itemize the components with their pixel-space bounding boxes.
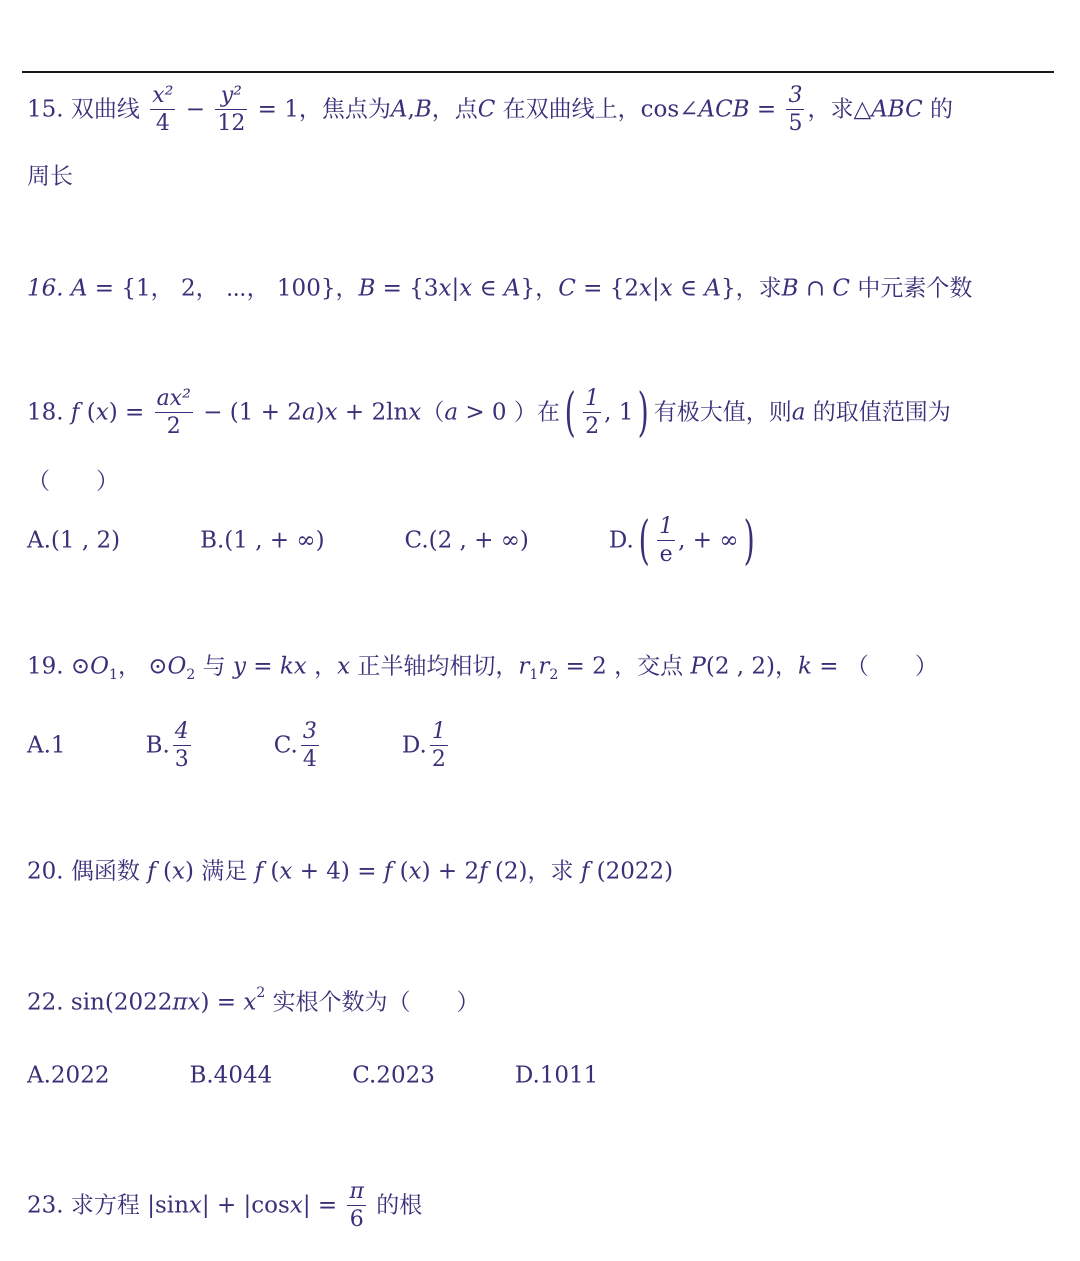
math-variable: a bbox=[301, 399, 316, 426]
top-rule bbox=[22, 71, 1054, 73]
text-run: + 2ln bbox=[337, 399, 409, 426]
problem-22-options bbox=[27, 1064, 598, 1088]
numerator: y² bbox=[215, 84, 247, 110]
math-variable: x bbox=[659, 275, 673, 302]
math-variable: A bbox=[390, 96, 408, 123]
text-run: ) = bbox=[200, 989, 244, 1016]
text-run: + 4) = bbox=[292, 858, 384, 885]
text-run: ， ⊙ bbox=[117, 653, 168, 680]
math-variable: kx bbox=[279, 653, 307, 680]
math-variable: x bbox=[638, 275, 652, 302]
math-variable: x bbox=[188, 1192, 202, 1219]
fraction bbox=[150, 84, 175, 136]
math-variable: x bbox=[172, 858, 185, 885]
math-variable: x bbox=[459, 275, 473, 302]
math-variable: πx bbox=[172, 989, 201, 1016]
math-variable: B bbox=[358, 275, 376, 302]
text-run: | bbox=[651, 275, 660, 302]
text-run: 23. 求方程 |sin bbox=[27, 1192, 189, 1219]
numerator: 1 bbox=[430, 720, 448, 746]
large-bracket: ) bbox=[638, 382, 650, 443]
denominator: 12 bbox=[217, 111, 246, 137]
superscript: 2 bbox=[256, 985, 266, 1001]
math-variable: A bbox=[704, 275, 721, 302]
fraction bbox=[301, 720, 319, 772]
large-bracket: ) bbox=[743, 510, 755, 571]
text-run: (2)，求 bbox=[487, 858, 581, 885]
math-variable: k bbox=[798, 653, 812, 680]
text-run: ，点 bbox=[431, 96, 478, 123]
text-run: }，求 bbox=[720, 275, 782, 302]
text-run: ∩ bbox=[798, 275, 833, 302]
text-run: = 1，焦点为 bbox=[250, 96, 391, 123]
text-run: 周长 bbox=[27, 163, 73, 190]
text-run: , 1 bbox=[604, 399, 634, 426]
text-run: ∈ bbox=[672, 275, 705, 302]
math-variable: C bbox=[832, 275, 851, 302]
text-run: = {2 bbox=[575, 275, 639, 302]
denominator: 3 bbox=[174, 747, 189, 773]
text-run: > 0 ）在 bbox=[458, 399, 560, 426]
text-run: ) = bbox=[108, 399, 152, 426]
text-run: C. bbox=[273, 732, 298, 759]
text-run: ( bbox=[79, 399, 96, 426]
problem-18-blank bbox=[27, 470, 119, 494]
text-run: = bbox=[245, 653, 280, 680]
text-run: 实根个数为（ ） bbox=[265, 989, 480, 1016]
problem-20 bbox=[27, 860, 673, 884]
numerator: 3 bbox=[786, 84, 804, 110]
math-variable: a bbox=[791, 399, 806, 426]
subscript: 1 bbox=[109, 667, 118, 683]
text-run: B.(1 , + ∞) bbox=[200, 527, 325, 554]
math-variable: O bbox=[167, 653, 187, 680]
text-run: | + |cos bbox=[201, 1192, 290, 1219]
text-run: (2022) bbox=[589, 858, 674, 885]
fraction bbox=[583, 387, 601, 439]
math-variable: f bbox=[383, 858, 393, 885]
problem-23 bbox=[27, 1180, 422, 1232]
text-run: − bbox=[178, 96, 213, 123]
denominator: 4 bbox=[302, 747, 317, 773]
text-run: = （ ） bbox=[811, 653, 938, 680]
math-variable: x bbox=[324, 399, 338, 426]
subscript: 2 bbox=[186, 667, 196, 683]
text-run: D.1011 bbox=[514, 1062, 599, 1089]
math-variable: y bbox=[232, 653, 246, 680]
text-run: , + ∞ bbox=[678, 527, 739, 554]
fraction bbox=[155, 387, 193, 439]
math-variable: f bbox=[254, 858, 264, 885]
math-variable: 16. A bbox=[27, 275, 88, 302]
math-variable: x bbox=[95, 399, 109, 426]
text-run: D. bbox=[401, 732, 427, 759]
denominator: 5 bbox=[788, 111, 803, 137]
denominator: 4 bbox=[155, 111, 170, 137]
text-run: ( bbox=[263, 858, 280, 885]
text-run: | = bbox=[302, 1192, 345, 1219]
text-run: ∈ bbox=[472, 275, 504, 302]
math-variable: x bbox=[438, 275, 452, 302]
denominator: 2 bbox=[585, 414, 600, 440]
text-run: ) 满足 bbox=[185, 858, 255, 885]
text-run: D. bbox=[608, 527, 634, 554]
text-run: 的 bbox=[922, 96, 954, 123]
problem-15-line-2 bbox=[27, 165, 73, 189]
math-variable: x bbox=[279, 858, 293, 885]
fraction bbox=[173, 720, 191, 772]
text-run: 15. 双曲线 bbox=[27, 96, 148, 123]
text-run: B. bbox=[145, 732, 170, 759]
math-variable: f bbox=[580, 858, 590, 885]
fraction bbox=[347, 1180, 365, 1232]
problem-19-options bbox=[27, 720, 451, 772]
text-run: 的根 bbox=[368, 1192, 423, 1219]
numerator: 1 bbox=[657, 515, 675, 541]
text-run: 18. bbox=[27, 399, 71, 426]
denominator: e bbox=[659, 542, 673, 568]
fraction bbox=[657, 515, 675, 567]
numerator: ax² bbox=[155, 387, 193, 413]
large-bracket: ( bbox=[564, 382, 576, 443]
text-run: 19. ⊙ bbox=[27, 653, 91, 680]
math-variable: f bbox=[479, 858, 488, 885]
math-variable: C bbox=[558, 275, 576, 302]
math-variable: x bbox=[289, 1192, 303, 1219]
text-run: ( bbox=[155, 858, 173, 885]
text-run: 与 bbox=[195, 653, 233, 680]
text-run: C.(2 , + ∞) bbox=[404, 527, 529, 554]
text-run: ，求△ bbox=[807, 96, 872, 123]
text-run: B.4044 bbox=[189, 1062, 273, 1089]
text-run: ) bbox=[315, 399, 325, 426]
math-variable: x bbox=[408, 399, 422, 426]
text-run: C.2023 bbox=[352, 1062, 435, 1089]
text-run: = bbox=[749, 96, 784, 123]
text-run: (2 , 2)， bbox=[705, 653, 799, 680]
problem-19 bbox=[27, 655, 938, 682]
numerator: 4 bbox=[173, 720, 191, 746]
text-run: A.1 bbox=[27, 732, 66, 759]
math-variable: x bbox=[408, 858, 422, 885]
math-variable: f bbox=[70, 399, 80, 426]
text-run: ) + 2 bbox=[421, 858, 480, 885]
math-variable: x bbox=[243, 989, 257, 1016]
fraction bbox=[786, 84, 804, 136]
text-run: | bbox=[451, 275, 460, 302]
text-run: }， bbox=[520, 275, 559, 302]
problem-16 bbox=[27, 277, 972, 301]
text-run: 20. 偶函数 bbox=[27, 858, 148, 885]
math-variable: x bbox=[337, 653, 351, 680]
problem-22 bbox=[27, 986, 480, 1015]
text-run: = {1， 2， ⋯， 100}， bbox=[87, 275, 359, 302]
math-variable: f bbox=[147, 858, 156, 885]
numerator: 1 bbox=[583, 387, 601, 413]
math-variable: B bbox=[781, 275, 799, 302]
problem-15-line-1 bbox=[27, 84, 953, 136]
numerator: x² bbox=[150, 84, 175, 110]
text-run: 中元素个数 bbox=[850, 275, 973, 302]
text-run: （ ） bbox=[27, 468, 119, 495]
numerator: π bbox=[347, 1180, 365, 1206]
text-run: （ bbox=[421, 399, 445, 426]
text-run: , bbox=[407, 96, 415, 123]
math-variable: B bbox=[414, 96, 432, 123]
text-run: 22. sin(2022 bbox=[27, 989, 173, 1016]
fraction bbox=[215, 84, 247, 136]
numerator: 3 bbox=[301, 720, 319, 746]
math-variable: ACB bbox=[698, 96, 750, 123]
text-run: ， bbox=[306, 653, 338, 680]
subscript: 1 bbox=[529, 667, 539, 683]
problem-18 bbox=[27, 382, 951, 443]
math-variable: O bbox=[90, 653, 110, 680]
math-variable: r bbox=[538, 653, 550, 680]
denominator: 6 bbox=[349, 1207, 364, 1233]
problem-18-options bbox=[27, 510, 759, 571]
subscript: 2 bbox=[549, 667, 559, 683]
text-run: A.(1 , 2) bbox=[27, 527, 121, 554]
denominator: 2 bbox=[166, 414, 181, 440]
text-run: ( bbox=[392, 858, 409, 885]
math-variable: C bbox=[477, 96, 496, 123]
math-variable: a bbox=[444, 399, 459, 426]
denominator: 2 bbox=[431, 747, 446, 773]
text-run: 正半轴均相切， bbox=[350, 653, 519, 680]
text-run: 有极大值，则 bbox=[653, 399, 792, 426]
text-run: − (1 + 2 bbox=[195, 399, 302, 426]
text-run: = {3 bbox=[375, 275, 439, 302]
text-run: 在双曲线上，cos∠ bbox=[495, 96, 699, 123]
text-run: A.2022 bbox=[27, 1062, 110, 1089]
math-variable: P bbox=[690, 653, 706, 680]
text-run: = 2 ，交点 bbox=[558, 653, 691, 680]
text-run: 的取值范围为 bbox=[805, 399, 951, 426]
math-variable: A bbox=[503, 275, 521, 302]
math-variable: ABC bbox=[871, 96, 923, 123]
math-variable: r bbox=[518, 653, 530, 680]
fraction bbox=[430, 720, 448, 772]
large-bracket: ( bbox=[638, 510, 650, 571]
